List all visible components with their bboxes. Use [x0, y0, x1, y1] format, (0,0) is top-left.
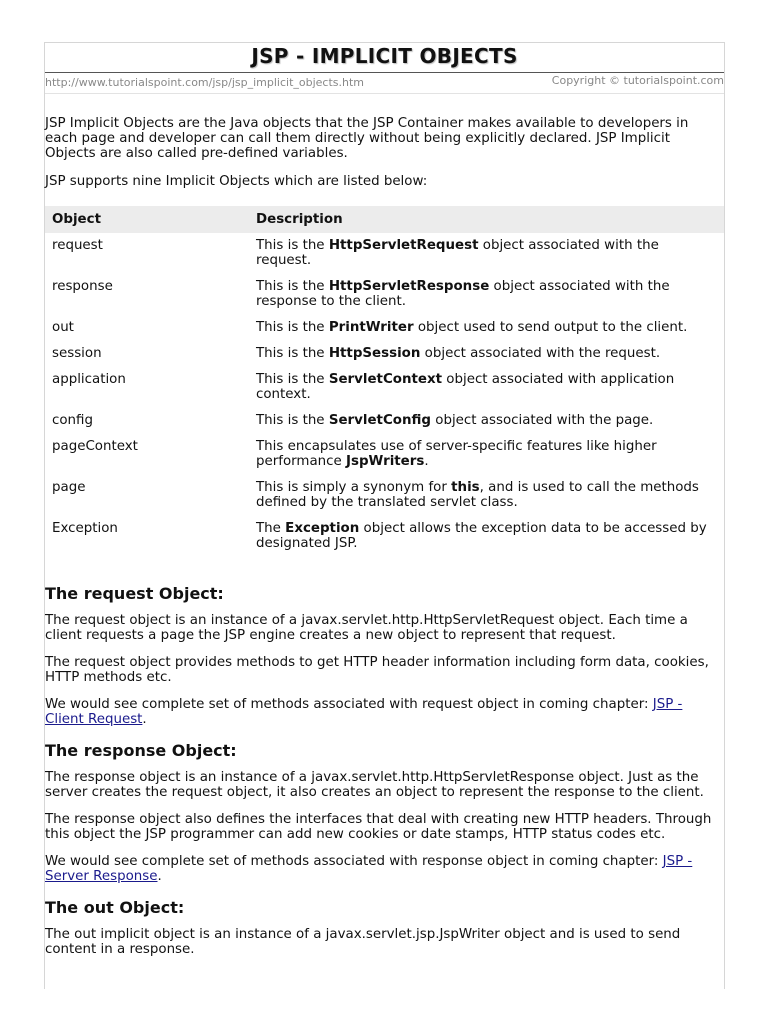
description-text: This is simply a synonym for	[256, 480, 452, 495]
column-header-object: Object	[45, 206, 249, 233]
description-text-end: object associated with the page.	[431, 413, 654, 428]
description-text: The	[256, 521, 286, 536]
description-cell	[249, 274, 724, 315]
page-title: JSP - IMPLICIT OBJECTS	[251, 44, 518, 68]
table-row	[45, 315, 724, 341]
implicit-objects-table	[45, 206, 724, 557]
description-class-name: HttpSession	[328, 346, 421, 361]
object-name-cell: config	[52, 413, 93, 428]
description-cell	[249, 315, 724, 341]
copyright-notice: Copyright © tutorialspoint.com	[551, 74, 724, 87]
description-class-name: this	[451, 480, 480, 495]
table-row	[45, 408, 724, 434]
response-paragraph-3-text: We would see complete set of methods associated with response object in coming chapter:	[45, 854, 663, 869]
jsp-client-request-link[interactable]: JSP - Client Request	[45, 697, 683, 727]
object-name-cell: response	[52, 279, 113, 294]
description-class-name: JspWriters	[346, 454, 425, 469]
section-heading-request: The request Object:	[45, 584, 224, 603]
response-paragraph-1: The response object is an instance of a javax.servlet.http.HttpServletResponse object. Just as the server creates the request object, it also creates an object to represent the response to the client.	[45, 770, 704, 800]
jsp-server-response-link[interactable]: JSP - Server Response	[45, 854, 693, 884]
table-header-row	[45, 206, 724, 233]
table-row	[45, 434, 724, 475]
description-text: This is the	[256, 413, 329, 428]
table-row	[45, 475, 724, 516]
description-cell	[249, 341, 724, 367]
object-name-cell: out	[52, 320, 74, 335]
table-row	[45, 516, 724, 557]
object-name-cell: session	[52, 346, 102, 361]
description-text: This is the	[256, 320, 329, 335]
source-url: http://www.tutorialspoint.com/jsp/jsp_implicit_objects.htm	[45, 76, 365, 89]
description-class-name: ServletConfig	[328, 413, 432, 428]
description-cell	[249, 408, 724, 434]
table-row	[45, 233, 724, 274]
description-text-end: object allows the exception data to be accessed by designated JSP.	[256, 521, 707, 551]
description-text: This is the	[256, 372, 329, 387]
description-cell	[249, 434, 724, 475]
column-header-description: Description	[249, 206, 724, 233]
intro-paragraph: JSP Implicit Objects are the Java objects that the JSP Container makes available to developers in each page and developer can call them directly without being explicitly declared. JSP Implicit Objects are also called pre-defined variables.	[45, 116, 689, 161]
description-text-end: object associated with the request.	[420, 346, 661, 361]
description-cell	[249, 516, 724, 557]
object-name-cell: pageContext	[52, 439, 138, 454]
request-paragraph-1: The request object is an instance of a javax.servlet.http.HttpServletRequest object. Each time a client requests a page the JSP engine creates a new object to represent that request.	[45, 613, 688, 643]
source-bar	[45, 73, 724, 93]
object-name-cell: request	[52, 238, 103, 253]
object-name-cell: Exception	[52, 521, 118, 536]
out-paragraph-1: The out implicit object is an instance of a javax.servlet.jsp.JspWriter object and is used to send content in a response.	[45, 927, 681, 957]
description-text-end: , and is used to call the methods defined by the translated servlet class.	[256, 480, 699, 510]
table-row	[45, 341, 724, 367]
object-name-cell: application	[52, 372, 126, 387]
description-cell	[249, 367, 724, 408]
table-row	[45, 274, 724, 315]
request-paragraph-3-text: We would see complete set of methods associated with request object in coming chapter:	[45, 697, 653, 712]
description-class-name: PrintWriter	[328, 320, 414, 335]
description-text-end: object used to send output to the client.	[413, 320, 688, 335]
request-section	[45, 584, 724, 727]
description-text-end: .	[424, 454, 429, 469]
response-paragraph-3-end: .	[157, 869, 162, 884]
request-paragraph-3	[45, 697, 724, 727]
description-text: This is the	[256, 346, 329, 361]
description-text: This encapsulates use of server-specific features like higher performance	[256, 439, 657, 469]
description-class-name: HttpServletResponse	[328, 279, 490, 294]
description-text: This is the	[256, 238, 329, 253]
table-row	[45, 367, 724, 408]
intro-list-paragraph: JSP supports nine Implicit Objects which are listed below:	[45, 174, 428, 189]
description-text-end: object associated with the request.	[256, 238, 659, 268]
document-page	[44, 42, 725, 989]
object-name-cell: page	[52, 480, 86, 495]
section-heading-out: The out Object:	[45, 898, 185, 917]
description-cell	[249, 475, 724, 516]
description-cell	[249, 233, 724, 274]
description-class-name: Exception	[285, 521, 360, 536]
response-section	[45, 741, 724, 884]
description-text: This is the	[256, 279, 329, 294]
out-section	[45, 898, 724, 957]
section-heading-response: The response Object:	[45, 741, 237, 760]
description-class-name: ServletContext	[328, 372, 443, 387]
response-paragraph-3	[45, 854, 724, 884]
description-text-end: object associated with application context.	[256, 372, 675, 402]
description-text-end: object associated with the response to the client.	[256, 279, 670, 309]
response-paragraph-2: The response object also defines the interfaces that deal with creating new HTTP headers. Through this object the JSP programmer can add new cookies or date stamps, HTTP status codes etc.	[45, 812, 712, 842]
source-divider	[45, 93, 724, 94]
description-class-name: HttpServletRequest	[328, 238, 479, 253]
request-paragraph-2: The request object provides methods to get HTTP header information including form data, cookies, HTTP methods etc.	[45, 655, 709, 685]
request-paragraph-3-end: .	[142, 712, 147, 727]
